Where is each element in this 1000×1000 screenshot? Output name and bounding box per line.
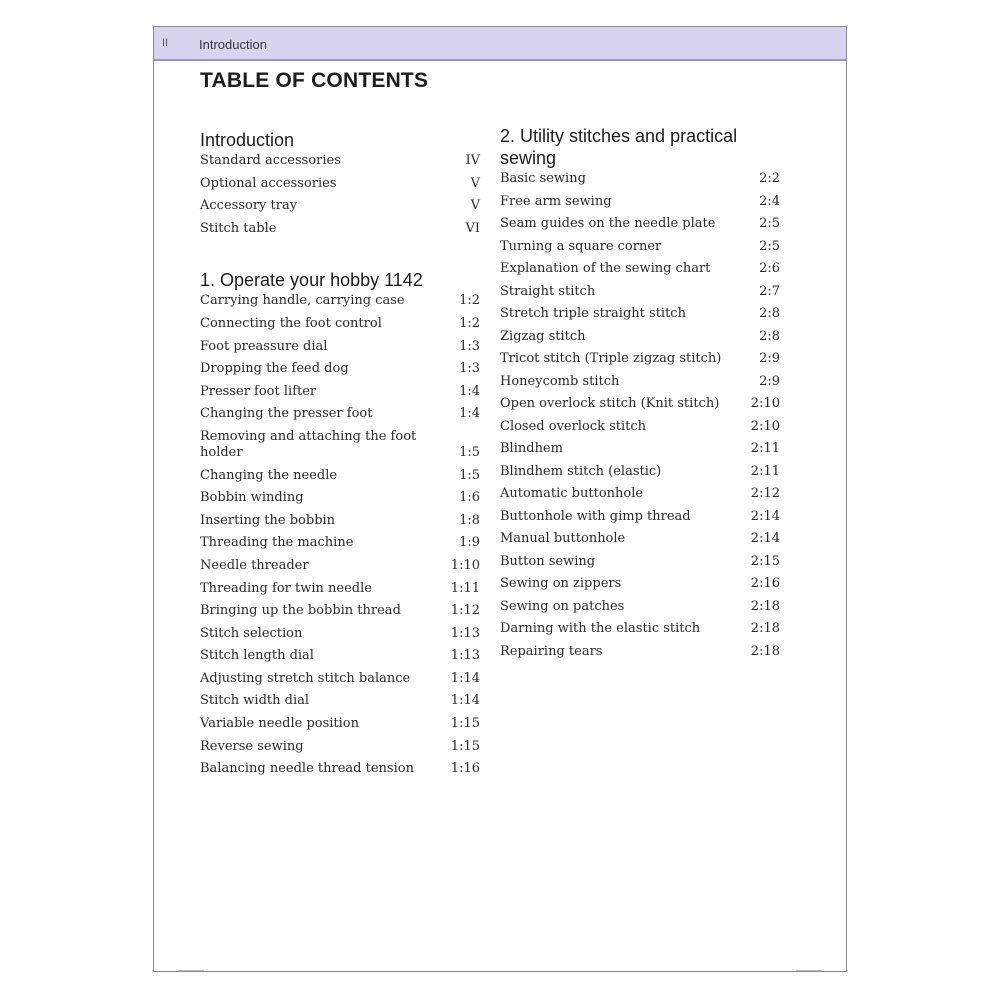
toc-entry-page: 1:15: [450, 716, 480, 732]
toc-entry-label: Reverse sewing: [200, 738, 304, 754]
toc-entry-page: 2:16: [750, 576, 780, 591]
toc-entry: [200, 176, 480, 192]
section-heading: Introduction: [200, 130, 295, 150]
toc-section-operate: [200, 269, 480, 777]
toc-entry-page: V: [470, 175, 480, 191]
toc-entry-label: Honeycomb stitch: [500, 373, 620, 389]
toc-entry-page: 2:4: [759, 193, 780, 209]
toc-entry: [500, 194, 780, 210]
toc-entry: [500, 621, 780, 637]
toc-entry-page: 2:8: [759, 306, 780, 321]
toc-entry-label: Presser foot lifter: [200, 383, 317, 399]
toc-entry: [200, 626, 480, 642]
toc-entry-label: Changing the needle: [200, 467, 338, 483]
toc-entry-label: Foot preassure dial: [200, 338, 328, 354]
toc-entry-list: [500, 171, 780, 660]
toc-entry-label: Threading the machine: [200, 535, 354, 551]
section-heading: 1. Operate your hobby 1142: [200, 270, 423, 291]
toc-entry-label: Threading for twin needle: [200, 580, 372, 596]
toc-entry: [500, 419, 780, 435]
toc-entry-page: 1:12: [450, 603, 480, 619]
toc-entry-page: 2:2: [759, 171, 780, 186]
toc-entry: [200, 513, 480, 529]
toc-title: TABLE OF CONTENTS: [200, 69, 429, 92]
toc-entry-label: Stitch length dial: [200, 648, 314, 664]
toc-entry-list: [200, 293, 480, 777]
toc-entry: [500, 464, 780, 480]
toc-entry-page: IV: [465, 153, 480, 168]
toc-entry-page: 1:14: [450, 693, 480, 709]
toc-entry: [500, 239, 780, 255]
document-page: [153, 26, 847, 972]
header-page-number: II: [162, 37, 169, 49]
toc-entry-page: 2:14: [750, 531, 780, 546]
toc-entry-page: 1:10: [450, 557, 480, 573]
toc-entry-page: 2:8: [759, 328, 780, 344]
toc-entry-label: Stitch table: [200, 220, 277, 236]
toc-entry: [200, 198, 480, 214]
toc-entry-label: Zigzag stitch: [500, 328, 586, 344]
toc-entry-page: 1:9: [459, 535, 480, 551]
toc-entry-label: Standard accessories: [200, 153, 341, 168]
toc-entry-page: 1:5: [459, 444, 480, 460]
toc-entry-page: 1:3: [459, 361, 480, 377]
toc-entry: [500, 284, 780, 300]
toc-entry: [200, 558, 480, 574]
toc-entry-label: Buttonhole with gimp thread: [500, 508, 691, 524]
toc-entry-page: 2:5: [759, 238, 780, 254]
toc-entry: [200, 429, 480, 461]
toc-entry-label: Manual buttonhole: [500, 531, 626, 546]
toc-entry: [200, 339, 480, 355]
toc-entry-label: Carrying handle, carrying case: [200, 293, 405, 309]
toc-entry: [200, 316, 480, 332]
toc-entry-page: 1:2: [459, 293, 480, 309]
toc-entry: [500, 171, 780, 187]
toc-entry: [200, 581, 480, 597]
toc-entry-label: Stitch width dial: [200, 693, 310, 709]
toc-entry-label: Tricot stitch (Triple zigzag stitch): [500, 351, 722, 366]
toc-entry: [200, 406, 480, 422]
toc-entry-page: 1:14: [450, 670, 480, 686]
toc-entry-page: 2:15: [750, 553, 780, 569]
toc-entry-label: Changing the presser foot: [200, 406, 373, 422]
toc-entry: [500, 441, 780, 457]
toc-entry-label: Stitch selection: [200, 625, 303, 641]
toc-entry-label: Blindhem stitch (elastic): [500, 463, 662, 479]
toc-entry: [500, 329, 780, 345]
toc-entry: [200, 221, 480, 237]
toc-left-column: [200, 129, 480, 784]
toc-entry-page: 2:18: [750, 598, 780, 614]
toc-entry: [200, 716, 480, 732]
section-heading: 2. Utility stitches and practical sewing: [500, 126, 738, 168]
toc-entry-label: Repairing tears: [500, 643, 603, 659]
toc-entry: [200, 361, 480, 377]
toc-entry: [500, 531, 780, 547]
toc-entry: [200, 693, 480, 709]
toc-entry-page: 1:11: [450, 580, 480, 596]
toc-entry-page: 2:18: [750, 621, 780, 636]
toc-entry: [200, 648, 480, 664]
toc-entry-page: 1:13: [450, 625, 480, 641]
toc-entry-page: V: [470, 198, 480, 214]
toc-entry: [500, 351, 780, 367]
toc-entry-label: Basic sewing: [500, 171, 586, 186]
toc-entry-label: Variable needle position: [200, 716, 359, 732]
toc-entry: [500, 374, 780, 390]
toc-entry: [200, 761, 480, 777]
page-header: [154, 27, 846, 61]
toc-entry-label: Removing and attaching the foot holder: [200, 428, 417, 460]
toc-entry-page: 1:3: [459, 338, 480, 354]
toc-entry: [500, 644, 780, 660]
toc-entry-page: 2:10: [750, 418, 780, 434]
toc-entry-label: Closed overlock stitch: [500, 418, 647, 434]
toc-entry-label: Free arm sewing: [500, 193, 612, 209]
toc-entry-list: [200, 153, 480, 237]
toc-entry-page: 1:15: [450, 738, 480, 754]
toc-entry-label: Stretch triple straight stitch: [500, 306, 686, 321]
toc-entry-label: Button sewing: [500, 553, 596, 569]
toc-entry-page: 1:4: [459, 406, 480, 422]
toc-entry-label: Seam guides on the needle plate: [500, 216, 716, 231]
toc-entry-label: Adjusting stretch stitch balance: [200, 670, 411, 686]
toc-entry: [200, 490, 480, 506]
toc-entry: [200, 671, 480, 687]
page-bottom-mark: [796, 970, 822, 971]
toc-entry-page: 2:11: [750, 441, 780, 456]
toc-entry: [500, 486, 780, 502]
toc-entry-label: Sewing on zippers: [500, 576, 622, 591]
toc-entry-label: Open overlock stitch (Knit stitch): [500, 396, 720, 411]
toc-entry-page: 2:9: [759, 351, 780, 366]
toc-entry-page: 1:8: [459, 512, 480, 528]
toc-entry: [200, 739, 480, 755]
toc-entry-page: VI: [465, 220, 480, 236]
toc-entry-page: 1:16: [450, 761, 480, 777]
toc-entry: [500, 576, 780, 592]
toc-entry: [500, 261, 780, 277]
toc-entry-page: 1:5: [459, 467, 480, 483]
toc-entry-label: Straight stitch: [500, 283, 596, 299]
toc-entry-page: 2:18: [750, 643, 780, 659]
toc-entry: [500, 509, 780, 525]
toc-entry: [500, 306, 780, 322]
toc-entry-page: 1:2: [459, 315, 480, 331]
toc-entry-label: Bobbin winding: [200, 490, 304, 506]
toc-entry: [200, 293, 480, 309]
toc-entry-page: 2:5: [759, 216, 780, 231]
toc-entry: [500, 216, 780, 232]
toc-entry-page: 2:10: [750, 396, 780, 411]
toc-entry-label: Optional accessories: [200, 175, 337, 191]
toc-entry-page: 2:7: [759, 283, 780, 299]
toc-section-introduction: [200, 129, 480, 237]
page-bottom-mark: [178, 970, 204, 971]
toc-right-column: [500, 125, 780, 666]
toc-entry-page: 1:13: [450, 648, 480, 664]
toc-entry: [200, 535, 480, 551]
toc-entry-label: Accessory tray: [200, 198, 298, 214]
toc-entry-page: 2:14: [750, 508, 780, 524]
toc-entry: [200, 603, 480, 619]
toc-entry: [200, 153, 480, 169]
toc-entry-label: Inserting the bobbin: [200, 512, 336, 528]
toc-entry-label: Turning a square corner: [500, 238, 662, 254]
toc-entry: [200, 468, 480, 484]
toc-section-utility: [500, 125, 780, 660]
toc-entry-label: Blindhem: [500, 441, 563, 456]
toc-entry-page: 2:11: [750, 463, 780, 479]
toc-entry: [500, 554, 780, 570]
toc-entry-label: Balancing needle thread tension: [200, 761, 414, 777]
toc-entry-label: Bringing up the bobbin thread: [200, 603, 401, 619]
toc-entry-page: 1:4: [459, 383, 480, 399]
toc-entry-page: 1:6: [459, 490, 480, 506]
toc-entry-page: 2:12: [750, 486, 780, 501]
toc-entry-label: Automatic buttonhole: [500, 486, 644, 501]
toc-entry: [500, 599, 780, 615]
toc-entry-label: Darning with the elastic stitch: [500, 621, 701, 636]
toc-entry-label: Connecting the foot control: [200, 315, 382, 331]
toc-entry-page: 2:9: [759, 373, 780, 389]
toc-entry-label: Needle threader: [200, 557, 309, 573]
toc-entry-page: 2:6: [759, 261, 780, 276]
toc-entry-label: Dropping the feed dog: [200, 361, 349, 377]
toc-entry: [200, 384, 480, 400]
toc-entry-label: Sewing on patches: [500, 598, 625, 614]
header-title: Introduction: [199, 37, 267, 52]
toc-entry-label: Explanation of the sewing chart: [500, 261, 711, 276]
toc-entry: [500, 396, 780, 412]
